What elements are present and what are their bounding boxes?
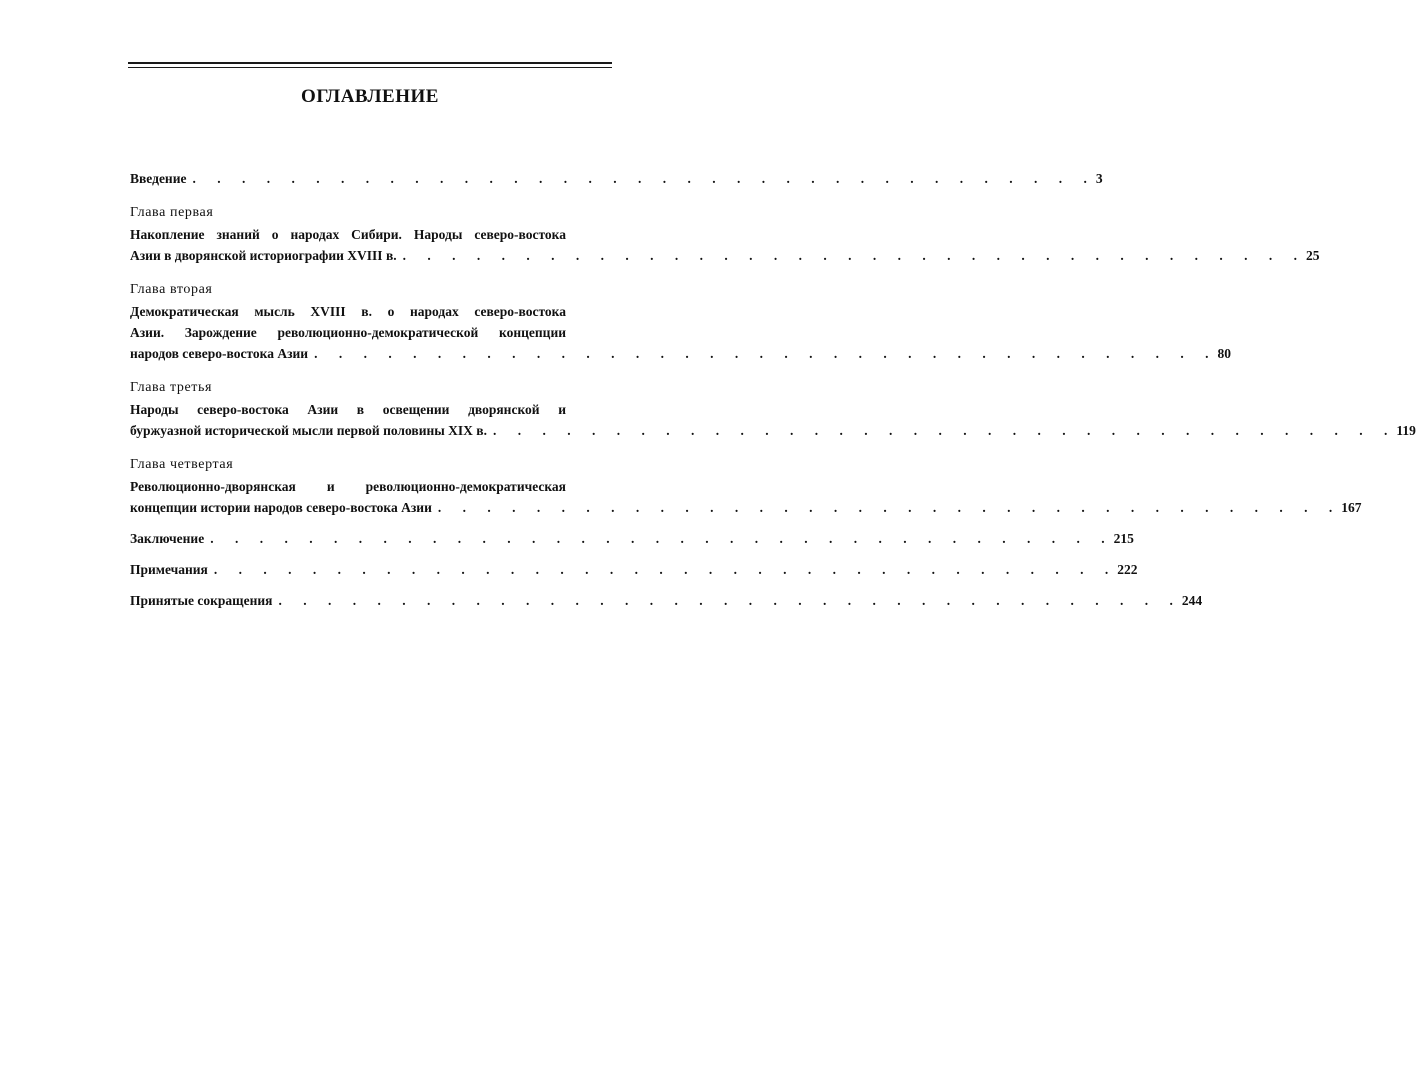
toc-entry-title: Принятые сокращения [130, 593, 273, 608]
chapter-title-line: Азии в дворянской историографии XVIII в. [130, 248, 397, 263]
toc-entry-title: Заключение [130, 531, 205, 546]
chapter-title-line: Революционно-дворянская и революционно-демократическая [130, 479, 566, 494]
chapter-title-line: Азии. Зарождение революционно-демократической концепции [130, 325, 566, 340]
top-rule [128, 62, 612, 64]
toc-entry-chapter-2[interactable] [130, 280, 1231, 364]
chapter-title-line: концепции истории народов северо-востока Азии [130, 500, 432, 515]
leader-dots: . . . . . . . . . . . . . . . . . . . . . . . . . . . . . . . . . . . . . [492, 423, 1397, 438]
leader-dots: . . . . . . . . . . . . . . . . . . . . . . . . . . . . . . . . . . . . . [278, 593, 1182, 608]
page-number: 215 [1113, 531, 1134, 546]
chapter-label: Глава первая [130, 205, 214, 220]
top-rule-thin [128, 67, 612, 68]
toc-entry-chapter-3[interactable] [130, 378, 1416, 441]
chapter-title-line: буржуазной исторической мысли первой половины XIX в. [130, 423, 487, 438]
toc-entry-notes[interactable] [130, 559, 1138, 580]
chapter-title-line: народов северо-востока Азии [130, 346, 309, 361]
page-number: 244 [1181, 593, 1203, 608]
leader-dots: . . . . . . . . . . . . . . . . . . . . . . . . . . . . . . . . . . . . . [213, 562, 1118, 577]
page-title: ОГЛАВЛЕНИЕ [301, 86, 439, 107]
chapter-label: Глава третья [130, 380, 213, 395]
leader-dots: . . . . . . . . . . . . . . . . . . . . . . . . . . . . . . . . . . . . . [210, 531, 1114, 546]
leader-dots: . . . . . . . . . . . . . . . . . . . . . . . . . . . . . . . . . . . . . [437, 500, 1342, 515]
page-number: 80 [1217, 346, 1231, 361]
toc-entry-chapter-4[interactable] [130, 455, 1362, 518]
chapter-title-line: Народы северо-востока Азии в освещении дворянской и [130, 402, 566, 417]
toc-entry-chapter-1[interactable] [130, 203, 1320, 266]
chapter-title-line: Демократическая мысль XVIII в. о народах северо-востока [130, 304, 566, 319]
page-number: 119 [1396, 423, 1416, 438]
toc-entry-title: Введение [130, 171, 187, 186]
chapter-label: Глава четвертая [130, 457, 234, 472]
leader-dots: . . . . . . . . . . . . . . . . . . . . . . . . . . . . . . . . . . . . . [402, 248, 1306, 263]
table-of-contents [130, 168, 1416, 611]
toc-entry-intro[interactable] [130, 168, 1103, 189]
page-number: 167 [1341, 500, 1362, 515]
page-number: 222 [1117, 562, 1138, 577]
chapter-title-line: Накопление знаний о народах Сибири. Народы северо-востока [130, 227, 566, 242]
page-number: 25 [1305, 248, 1320, 263]
toc-entry-abbreviations[interactable] [130, 590, 1203, 611]
leader-dots: . . . . . . . . . . . . . . . . . . . . . . . . . . . . . . . . . . . . . [314, 346, 1218, 361]
chapter-label: Глава вторая [130, 282, 213, 297]
page-number: 3 [1095, 171, 1103, 186]
toc-entry-conclusion[interactable] [130, 528, 1134, 549]
toc-entry-title: Примечания [130, 562, 208, 577]
leader-dots: . . . . . . . . . . . . . . . . . . . . . . . . . . . . . . . . . . . . . [192, 171, 1096, 186]
